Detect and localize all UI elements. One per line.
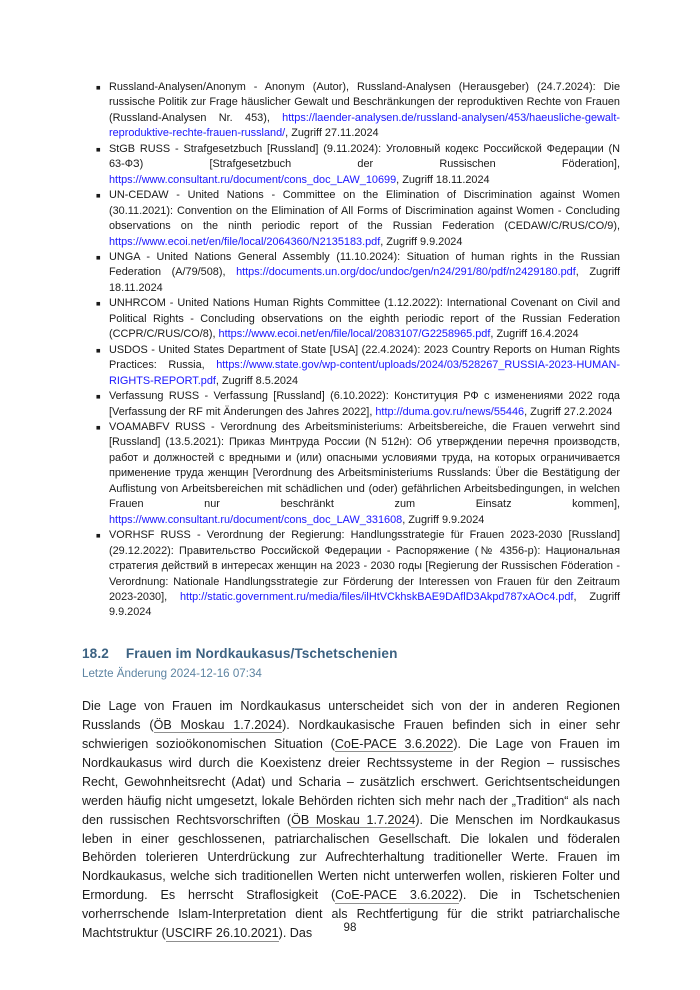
square-bullet-icon: ■ xyxy=(96,345,101,355)
bibliography-link[interactable]: https://www.state.gov/wp-content/uploads/2024/03/528267_RUSSIA-2023-HUMAN-RIGHTS-REPORT.pdf xyxy=(109,359,620,387)
bibliography-link[interactable]: https://www.consultant.ru/document/cons_doc_LAW_10699 xyxy=(109,173,397,186)
bibliography-link[interactable]: http://duma.gov.ru/news/55446 xyxy=(375,405,525,418)
bibliography-item xyxy=(96,343,620,389)
bibliography-item xyxy=(96,142,620,188)
square-bullet-icon: ■ xyxy=(96,299,101,309)
bibliography-link[interactable]: https://www.ecoi.net/en/file/local/2064360/N2135183.pdf xyxy=(109,235,381,248)
square-bullet-icon: ■ xyxy=(96,422,101,432)
bibliography-item xyxy=(96,420,620,528)
paragraph-text: ). Die Lage von Frauen im Nordkaukasus wird durch die Koexistenz dreier Rechtssysteme in der Region – russisches Recht, Gewohnheitsrecht (Adat) und Scharia – zusätzlich erschwert. Gerichtsentscheidungen werden häufig nicht umgesetzt, lokale Behörden richten sich mehr nach der „Tradition“ als nach den russischen Rechtsvorschriften ( xyxy=(82,736,620,827)
bibliography-list xyxy=(96,80,620,621)
source-reference-link[interactable]: ÖB Moskau 1.7.2024 xyxy=(291,812,416,827)
paragraph-text: ). Die in Tschetschenien vorherrschende Islam-Interpretation dient als Rechtfertigung für die strikt patriarchalische Machtstruktur ( xyxy=(82,888,620,941)
section-heading xyxy=(82,646,620,661)
square-bullet-icon: ■ xyxy=(96,83,101,92)
bibliography-text: , Zugriff 18.11.2024 xyxy=(109,266,621,294)
bibliography-text: , Zugriff 27.2.2024 xyxy=(524,405,613,418)
bibliography-text: , Zugriff 16.4.2024 xyxy=(490,328,579,341)
square-bullet-icon: ■ xyxy=(96,191,101,201)
bibliography-text: USDOS - United States Department of State [USA] (22.4.2024): 2023 Country Reports on Human Rights Practices: Russia, xyxy=(109,343,620,372)
bibliography-link[interactable]: http://static.government.ru/media/files/ilHtVCkhskBAE9DAflD3Akpd787xAOc4.pdf xyxy=(180,590,574,603)
bibliography-text: StGB RUSS - Strafgesetzbuch [Russland] (9.11.2024): Уголовный кодекс Российской Федерации (N 63-ФЗ) [Strafgesetzbuch der Russischen Föderation], xyxy=(109,142,620,171)
bibliography-link[interactable]: https://www.ecoi.net/en/file/local/2083107/G2258965.pdf xyxy=(218,328,491,341)
bibliography-text: Verfassung RUSS - Verfassung [Russland] (6.10.2022): Конституция РФ с изменениями 2022 года [Verfassung der RF mit Änderungen des Jahres 2022], xyxy=(109,390,620,418)
square-bullet-icon: ■ xyxy=(96,531,101,541)
section-number: 18.2 xyxy=(82,645,109,661)
source-reference-link[interactable]: ÖB Moskau 1.7.2024 xyxy=(153,717,283,732)
square-bullet-icon: ■ xyxy=(96,392,101,402)
bibliography-text: Russland-Analysen/Anonym - Anonym (Autor), Russland-Analysen (Herausgeber) (24.7.2024): Die russische Politik zur Frage häuslicher Gewalt und Beschränkungen der reproduktiven Rechte von Frauen (Russland-Analysen Nr. 453), xyxy=(109,81,620,124)
bibliography-text: , Zugriff 27.11.2024 xyxy=(285,127,379,140)
bibliography-link[interactable]: https://laender-analysen.de/russland-analysen/453/haeusliche-gewalt-reproduktive-rechte-frauen-russland/ xyxy=(109,111,620,140)
bibliography-text: UNGA - United Nations General Assembly (11.10.2024): Situation of human rights in the Russian Federation (A/79/508), xyxy=(109,250,620,279)
paragraph-text: ). Nordkaukasische Frauen befinden sich in einer sehr schwierigen sozioökonomischen Situation ( xyxy=(82,717,620,751)
bibliography-text: VOAMABFV RUSS - Verordnung des Arbeitsministeriums: Arbeitsbereiche, die Frauen verwehrt sind [Russland] (13.5.2021): Приказ Минтруда России (N 512н): Об утверждении перечня производств, работ и должностей с вредными и (или) опасными условиями труда, на которых ограничивается применение труда женщин [Verordnung des Arbeitsministeriums Russlands: Über die Bestätigung der Auflistung von Arbeitsbereichen mit schädlichen und (oder) gefährlichen Arbeitsbedingungen, in welchen Frauen nur beschränkt zum Einsatz kommen], xyxy=(109,420,620,511)
page-number: 98 xyxy=(343,921,357,934)
bibliography-item xyxy=(96,250,620,296)
body-paragraph xyxy=(82,697,620,943)
bibliography-text: , Zugriff 18.11.2024 xyxy=(396,173,490,186)
bibliography-text: UNHRCOM - United Nations Human Rights Committee (1.12.2022): International Covenant on Civil and Political Rights - Concluding observations on the eighth periodic report of the Russian Federation (CCPR/C/RUS/CO/8), xyxy=(109,297,620,341)
bibliography-item xyxy=(96,528,620,621)
bibliography-text: VORHSF RUSS - Verordnung der Regierung: Handlungsstrategie für Frauen 2023-2030 [Russland] (29.12.2022): Правительство Российской Федерации - Распоряжение (№ 4356-р): Национальная стратегия действий в интересах женщин на 2023 - 2030 годы [Regierung der Russischen Föderation - Verordnung: Nationale Handlungsstrategie zur Förderung der Interessen von Frauen für den Zeitraum 2023-2030], xyxy=(109,529,620,603)
paragraph-text: ). Das xyxy=(278,926,313,941)
paragraph-text: Die Lage von Frauen im Nordkaukasus unterscheidet sich von der in anderen Regionen Russlands ( xyxy=(82,698,620,732)
bibliography-text: UN-CEDAW - United Nations - Committee on the Elimination of Discrimination against Women (30.11.2021): Convention on the Elimination of All Forms of Discrimination against Women - Concluding observations on the ninth periodic report of the Russian Federation (CEDAW/C/RUS/CO/9), xyxy=(109,189,620,233)
bibliography-link[interactable]: https://www.consultant.ru/document/cons_doc_LAW_331608 xyxy=(109,513,403,526)
bibliography-item xyxy=(96,80,620,142)
paragraph-text: ). Die Menschen im Nordkaukasus leben in einer geschlossenen, patriarchalischen Gesellschaft. Die lokalen und föderalen Behörden tolerieren Unterdrückung zur Aufrechterhaltung traditioneller Werte. Frauen im Nordkaukasus, welche sich traditionellen Werten nicht unterwerfen wollen, riskieren Folter und Ermordung. Es herrscht Straflosigkeit ( xyxy=(82,812,620,903)
bibliography-link[interactable]: https://documents.un.org/doc/undoc/gen/n24/291/80/pdf/n2429180.pdf xyxy=(236,266,576,279)
bibliography-item xyxy=(96,296,620,342)
bibliography-text: , Zugriff 9.9.2024 xyxy=(380,235,463,248)
section-title: Frauen im Nordkaukasus/Tschetschenien xyxy=(125,645,398,661)
source-reference-link[interactable]: USCIRF 26.10.2021 xyxy=(165,926,279,941)
square-bullet-icon: ■ xyxy=(96,144,101,154)
bibliography-text: , Zugriff 9.9.2024 xyxy=(402,513,485,526)
bibliography-item xyxy=(96,188,620,250)
source-reference-link[interactable]: CoE-PACE 3.6.2022 xyxy=(334,736,454,751)
source-reference-link[interactable]: CoE-PACE 3.6.2022 xyxy=(335,888,459,903)
bibliography-text: , Zugriff 8.5.2024 xyxy=(215,374,299,387)
last-modified-note: Letzte Änderung 2024-12-16 07:34 xyxy=(82,666,262,680)
square-bullet-icon: ■ xyxy=(96,252,101,262)
bibliography-item xyxy=(96,389,620,420)
bibliography-text: , Zugriff 9.9.2024 xyxy=(109,590,620,619)
